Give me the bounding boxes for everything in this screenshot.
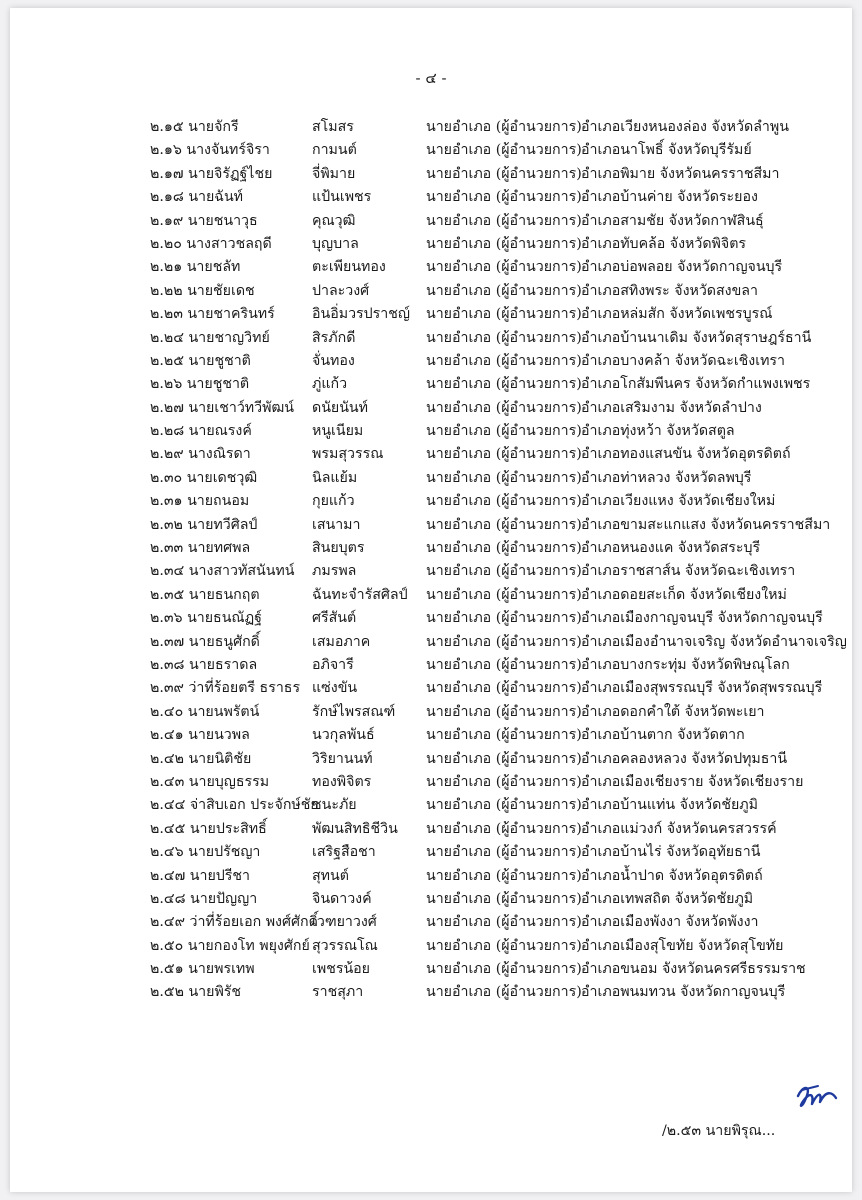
person-surname: ทองพิจิตร — [312, 773, 372, 790]
list-item — [10, 303, 852, 326]
list-item — [10, 186, 852, 209]
person-surname: สุทนต์ — [312, 867, 349, 884]
person-name: ๒.๑๙ นายชนาวุธ — [150, 212, 258, 229]
position-title: นายอำเภอ (ผู้อำนวยการ) — [426, 423, 582, 440]
person-name: ๒.๒๖ นายชูชาติ — [150, 376, 250, 393]
person-name: ๒.๔๙ ว่าที่ร้อยเอก พงศ์ศักดิ์ — [150, 914, 318, 931]
position-title: นายอำเภอ (ผู้อำนวยการ) — [426, 352, 582, 369]
office-location: อำเภอบางคล้า จังหวัดฉะเชิงเทรา — [581, 352, 786, 369]
office-location: อำเภอบ้านนาเดิม จังหวัดสุราษฎร์ธานี — [581, 329, 812, 346]
person-surname: กุยแก้ว — [312, 493, 355, 510]
position-title: นายอำเภอ (ผู้อำนวยการ) — [426, 563, 582, 580]
document-page — [10, 8, 852, 1192]
list-item — [10, 210, 852, 233]
position-title: นายอำเภอ (ผู้อำนวยการ) — [426, 703, 582, 720]
office-location: อำเภอบ้านไร่ จังหวัดอุทัยธานี — [581, 844, 761, 861]
list-item — [10, 841, 852, 864]
person-name: ๒.๒๐ นางสาวชลฤดี — [150, 235, 272, 252]
list-item — [10, 748, 852, 771]
list-item — [10, 490, 852, 513]
position-title: นายอำเภอ (ผู้อำนวยการ) — [426, 540, 582, 557]
list-item — [10, 256, 852, 279]
list-item — [10, 163, 852, 186]
person-surname: อภิจารี — [312, 656, 354, 673]
position-title: นายอำเภอ (ผู้อำนวยการ) — [426, 493, 582, 510]
position-title: นายอำเภอ (ผู้อำนวยการ) — [426, 376, 582, 393]
person-surname: ฉันทะจำรัสศิลป์ — [312, 586, 408, 603]
office-location: อำเภอขามสะแกแสง จังหวัดนครราชสีมา — [581, 516, 831, 533]
position-title: นายอำเภอ (ผู้อำนวยการ) — [426, 680, 582, 697]
person-name: ๒.๔๘ นายปัญญา — [150, 890, 258, 907]
person-surname: เสนามา — [312, 516, 361, 533]
person-surname: จินดาวงค์ — [312, 890, 372, 907]
person-surname: คุณวุฒิ — [312, 212, 356, 229]
office-location: อำเภอพนมทวน จังหวัดกาญจนบุรี — [581, 984, 786, 1001]
person-name: ๒.๕๒ นายพิรัช — [150, 984, 242, 1001]
person-name: ๒.๑๗ นายจิรัฏฐ์ไชย — [150, 165, 273, 182]
page-number: - ๔ - — [415, 69, 447, 87]
position-title: นายอำเภอ (ผู้อำนวยการ) — [426, 890, 582, 907]
person-name: ๒.๔๑ นายนวพล — [150, 727, 250, 744]
person-name: ๒.๓๘ นายธราดล — [150, 656, 258, 673]
office-location: อำเภอเสริมงาม จังหวัดลำปาง — [581, 399, 762, 416]
person-surname: กามนต์ — [312, 142, 357, 159]
list-item — [10, 560, 852, 583]
list-item — [10, 139, 852, 162]
person-name: ๒.๒๓ นายชาครินทร์ — [150, 306, 275, 323]
list-item — [10, 116, 852, 139]
office-location: อำเภอสามชัย จังหวัดกาฬสินธุ์ — [581, 212, 764, 229]
office-location: อำเภอท่าหลวง จังหวัดลพบุรี — [581, 469, 752, 486]
office-location: อำเภอบ้านค่าย จังหวัดระยอง — [581, 189, 758, 206]
person-name: ๒.๕๑ นายพรเทพ — [150, 961, 255, 978]
person-name: ๒.๔๔ จ่าสิบเอก ประจักษ์ชัย — [150, 797, 319, 814]
office-location: อำเภอโกสัมพีนคร จังหวัดกำแพงเพชร — [581, 376, 811, 393]
list-item — [10, 397, 852, 420]
person-name: ๒.๒๕ นายชูชาติ — [150, 352, 251, 369]
position-title: นายอำเภอ (ผู้อำนวยการ) — [426, 656, 582, 673]
position-title: นายอำเภอ (ผู้อำนวยการ) — [426, 446, 582, 463]
person-surname: จี่พิมาย — [312, 165, 356, 182]
office-location: อำเภอขนอม จังหวัดนครศรีธรรมราช — [581, 961, 806, 978]
person-surname: เสมอภาค — [312, 633, 371, 650]
list-item — [10, 865, 852, 888]
person-name: ๒.๓๙ ว่าที่ร้อยตรี ธราธร — [150, 680, 301, 697]
continuation-note: /๒.๕๓ นายพิรุณ... — [662, 1123, 776, 1139]
list-item — [10, 233, 852, 256]
office-location: อำเภอหล่มสัก จังหวัดเพชรบูรณ์ — [581, 306, 773, 323]
office-location: อำเภอราชสาส์น จังหวัดฉะเชิงเทรา — [581, 563, 796, 580]
person-name: ๒.๑๘ นายฉันท์ — [150, 189, 244, 206]
office-location: อำเภอเมืองสุพรรณบุรี จังหวัดสุพรรณบุรี — [581, 680, 823, 697]
person-surname: สิรภักดี — [312, 329, 356, 346]
list-item — [10, 373, 852, 396]
list-item — [10, 467, 852, 490]
office-location: อำเภอแม่วงก์ จังหวัดนครสวรรค์ — [581, 820, 777, 837]
person-surname: อินอิ่มวรปราชญ์ — [312, 306, 410, 323]
list-item — [10, 981, 852, 1004]
person-surname: พัฒนสิทธิชีวิน — [312, 820, 398, 837]
list-item — [10, 443, 852, 466]
list-item — [10, 537, 852, 560]
person-name: ๒.๔๒ นายนิติชัย — [150, 750, 252, 767]
person-surname: สุวรรณโณ — [312, 937, 378, 954]
position-title: นายอำเภอ (ผู้อำนวยการ) — [426, 516, 582, 533]
list-item — [10, 935, 852, 958]
person-name: ๒.๔๕ นายประสิทธิ์ — [150, 820, 267, 837]
position-title: นายอำเภอ (ผู้อำนวยการ) — [426, 961, 582, 978]
person-surname: นวกุลพันธ์ — [312, 727, 375, 744]
position-title: นายอำเภอ (ผู้อำนวยการ) — [426, 212, 582, 229]
position-title: นายอำเภอ (ผู้อำนวยการ) — [426, 282, 582, 299]
person-surname: สโมสร — [312, 119, 354, 135]
position-title: นายอำเภอ (ผู้อำนวยการ) — [426, 259, 582, 276]
person-name: ๒.๕๐ นายกองโท พยุงศักย์ — [150, 937, 310, 954]
list-item — [10, 654, 852, 677]
list-item — [10, 350, 852, 373]
office-location: อำเภอเวียงหนองล่อง จังหวัดลำพูน — [581, 119, 789, 135]
appointment-list — [10, 116, 852, 1005]
list-item — [10, 724, 852, 747]
person-name: ๒.๒๗ นายเชาว์ทวีพัฒน์ — [150, 399, 294, 416]
position-title: นายอำเภอ (ผู้อำนวยการ) — [426, 633, 582, 650]
person-surname: วิริยานนท์ — [312, 750, 373, 767]
list-item — [10, 607, 852, 630]
person-name: ๒.๓๐ นายเดชวุฒิ — [150, 469, 258, 486]
person-name: ๒.๒๔ นายชาญวิทย์ — [150, 329, 270, 346]
office-location: อำเภอนาโพธิ์ จังหวัดบุรีรัมย์ — [581, 142, 752, 159]
person-name: ๒.๓๑ นายถนอม — [150, 493, 250, 510]
office-location: อำเภอพิมาย จังหวัดนครราชสีมา — [581, 165, 780, 182]
person-surname: ดนัยนันท์ — [312, 399, 368, 416]
office-location: อำเภอเวียงแหง จังหวัดเชียงใหม่ — [581, 493, 776, 510]
person-name: ๒.๔๓ นายบุญธรรม — [150, 773, 270, 790]
office-location: อำเภอเมืองอำนาจเจริญ จังหวัดอำนาจเจริญ — [581, 633, 847, 650]
person-surname: ภู่แก้ว — [312, 376, 348, 393]
office-location: อำเภอบ้านตาก จังหวัดตาก — [581, 727, 745, 744]
person-name: ๒.๑๕ นายจักรี — [150, 119, 239, 135]
person-name: ๒.๓๔ นางสาวทัสนันทน์ — [150, 563, 295, 580]
person-name: ๒.๑๖ นางจันทร์จิรา — [150, 142, 270, 159]
person-surname: แป้นเพชร — [312, 189, 372, 206]
person-name: ๒.๒๙ นางณิรดา — [150, 446, 251, 463]
position-title: นายอำเภอ (ผู้อำนวยการ) — [426, 937, 582, 954]
office-location: อำเภอคลองหลวง จังหวัดปทุมธานี — [581, 750, 788, 767]
office-location: อำเภอสทิงพระ จังหวัดสงขลา — [581, 282, 758, 299]
person-surname: เพชรน้อย — [312, 961, 370, 978]
person-surname: เสริฐสือชา — [312, 844, 376, 861]
office-location: อำเภอเมืองพังงา จังหวัดพังงา — [581, 914, 759, 931]
office-location: อำเภอหนองแค จังหวัดสระบุรี — [581, 540, 761, 557]
office-location: อำเภอเมืองเชียงราย จังหวัดเชียงราย — [581, 773, 804, 790]
position-title: นายอำเภอ (ผู้อำนวยการ) — [426, 797, 582, 814]
office-location: อำเภอบางกระทุ่ม จังหวัดพิษณุโลก — [581, 656, 790, 673]
list-item — [10, 794, 852, 817]
position-title: นายอำเภอ (ผู้อำนวยการ) — [426, 165, 582, 182]
person-name: ๒.๒๒ นายชัยเดช — [150, 282, 255, 299]
position-title: นายอำเภอ (ผู้อำนวยการ) — [426, 469, 582, 486]
person-surname: ราชสุภา — [312, 984, 364, 1001]
person-surname: ภมรพล — [312, 563, 357, 580]
person-surname: นิลแย้ม — [312, 469, 358, 486]
office-location: อำเภอดอกคำใต้ จังหวัดพะเยา — [581, 703, 765, 720]
office-location: อำเภอทองแสนขัน จังหวัดอุตรดิตถ์ — [581, 446, 791, 463]
list-item — [10, 584, 852, 607]
list-item — [10, 958, 852, 981]
person-surname: แซ่งขัน — [312, 680, 358, 697]
list-item — [10, 420, 852, 443]
person-name: ๒.๓๕ นายธนกฤต — [150, 586, 260, 603]
list-item — [10, 701, 852, 724]
signature-initials — [792, 1078, 838, 1114]
person-surname: สินยบุตร — [312, 540, 365, 557]
person-name: ๒.๒๘ นายณรงค์ — [150, 423, 252, 440]
office-location: อำเภอเทพสถิต จังหวัดชัยภูมิ — [581, 890, 754, 907]
list-item — [10, 888, 852, 911]
position-title: นายอำเภอ (ผู้อำนวยการ) — [426, 773, 582, 790]
position-title: นายอำเภอ (ผู้อำนวยการ) — [426, 189, 582, 206]
list-item — [10, 514, 852, 537]
office-location: อำเภอทุ่งหว้า จังหวัดสตูล — [581, 423, 735, 440]
person-surname: ศรีสันต์ — [312, 610, 357, 627]
person-name: ๒.๓๓ นายทศพล — [150, 540, 251, 557]
position-title: นายอำเภอ (ผู้อำนวยการ) — [426, 119, 582, 135]
person-surname: บุญบาล — [312, 235, 359, 252]
person-surname: จั่นทอง — [312, 352, 355, 369]
position-title: นายอำเภอ (ผู้อำนวยการ) — [426, 984, 582, 1001]
office-location: อำเภอทับคล้อ จังหวัดพิจิตร — [581, 235, 747, 252]
person-surname: เวฑยาวงศ์ — [312, 914, 377, 931]
list-item — [10, 818, 852, 841]
position-title: นายอำเภอ (ผู้อำนวยการ) — [426, 610, 582, 627]
position-title: นายอำเภอ (ผู้อำนวยการ) — [426, 820, 582, 837]
list-item — [10, 911, 852, 934]
list-item — [10, 677, 852, 700]
position-title: นายอำเภอ (ผู้อำนวยการ) — [426, 586, 582, 603]
position-title: นายอำเภอ (ผู้อำนวยการ) — [426, 750, 582, 767]
position-title: นายอำเภอ (ผู้อำนวยการ) — [426, 914, 582, 931]
person-name: ๒.๓๗ นายธนูศักดิ์ — [150, 633, 260, 650]
office-location: อำเภอเมืองกาญจนบุรี จังหวัดกาญจนบุรี — [581, 610, 823, 627]
office-location: อำเภอดอยสะเก็ด จังหวัดเชียงใหม่ — [581, 586, 787, 603]
office-location: อำเภอเมืองสุโขทัย จังหวัดสุโขทัย — [581, 937, 784, 954]
office-location: อำเภอบ่อพลอย จังหวัดกาญจนบุรี — [581, 259, 783, 276]
position-title: นายอำเภอ (ผู้อำนวยการ) — [426, 142, 582, 159]
person-surname: หนูเนียม — [312, 423, 364, 440]
list-item — [10, 771, 852, 794]
position-title: นายอำเภอ (ผู้อำนวยการ) — [426, 867, 582, 884]
person-name: ๒.๒๑ นายชลัท — [150, 259, 241, 276]
office-location: อำเภอบ้านแท่น จังหวัดชัยภูมิ — [581, 797, 759, 814]
office-location: อำเภอน้ำปาด จังหวัดอุตรดิตถ์ — [581, 867, 763, 884]
person-name: ๒.๓๒ นายทวีศิลป์ — [150, 516, 258, 533]
person-surname: ปาละวงศ์ — [312, 282, 370, 299]
position-title: นายอำเภอ (ผู้อำนวยการ) — [426, 727, 582, 744]
list-item — [10, 280, 852, 303]
position-title: นายอำเภอ (ผู้อำนวยการ) — [426, 235, 582, 252]
person-surname: ชนะภัย — [312, 797, 357, 814]
position-title: นายอำเภอ (ผู้อำนวยการ) — [426, 844, 582, 861]
person-name: ๒.๔๖ นายปรัชญา — [150, 844, 261, 861]
list-item — [10, 327, 852, 350]
position-title: นายอำเภอ (ผู้อำนวยการ) — [426, 399, 582, 416]
person-surname: ตะเพียนทอง — [312, 259, 386, 276]
person-surname: รักษ์ไพรสณฑ์ — [312, 703, 396, 720]
position-title: นายอำเภอ (ผู้อำนวยการ) — [426, 306, 582, 323]
position-title: นายอำเภอ (ผู้อำนวยการ) — [426, 329, 582, 346]
list-item — [10, 631, 852, 654]
person-name: ๒.๓๖ นายธนณัฏฐ์ — [150, 610, 262, 627]
person-name: ๒.๔๐ นายนพรัตน์ — [150, 703, 260, 720]
person-surname: พรมสุวรรณ — [312, 446, 384, 463]
person-name: ๒.๔๗ นายปรีชา — [150, 867, 250, 884]
